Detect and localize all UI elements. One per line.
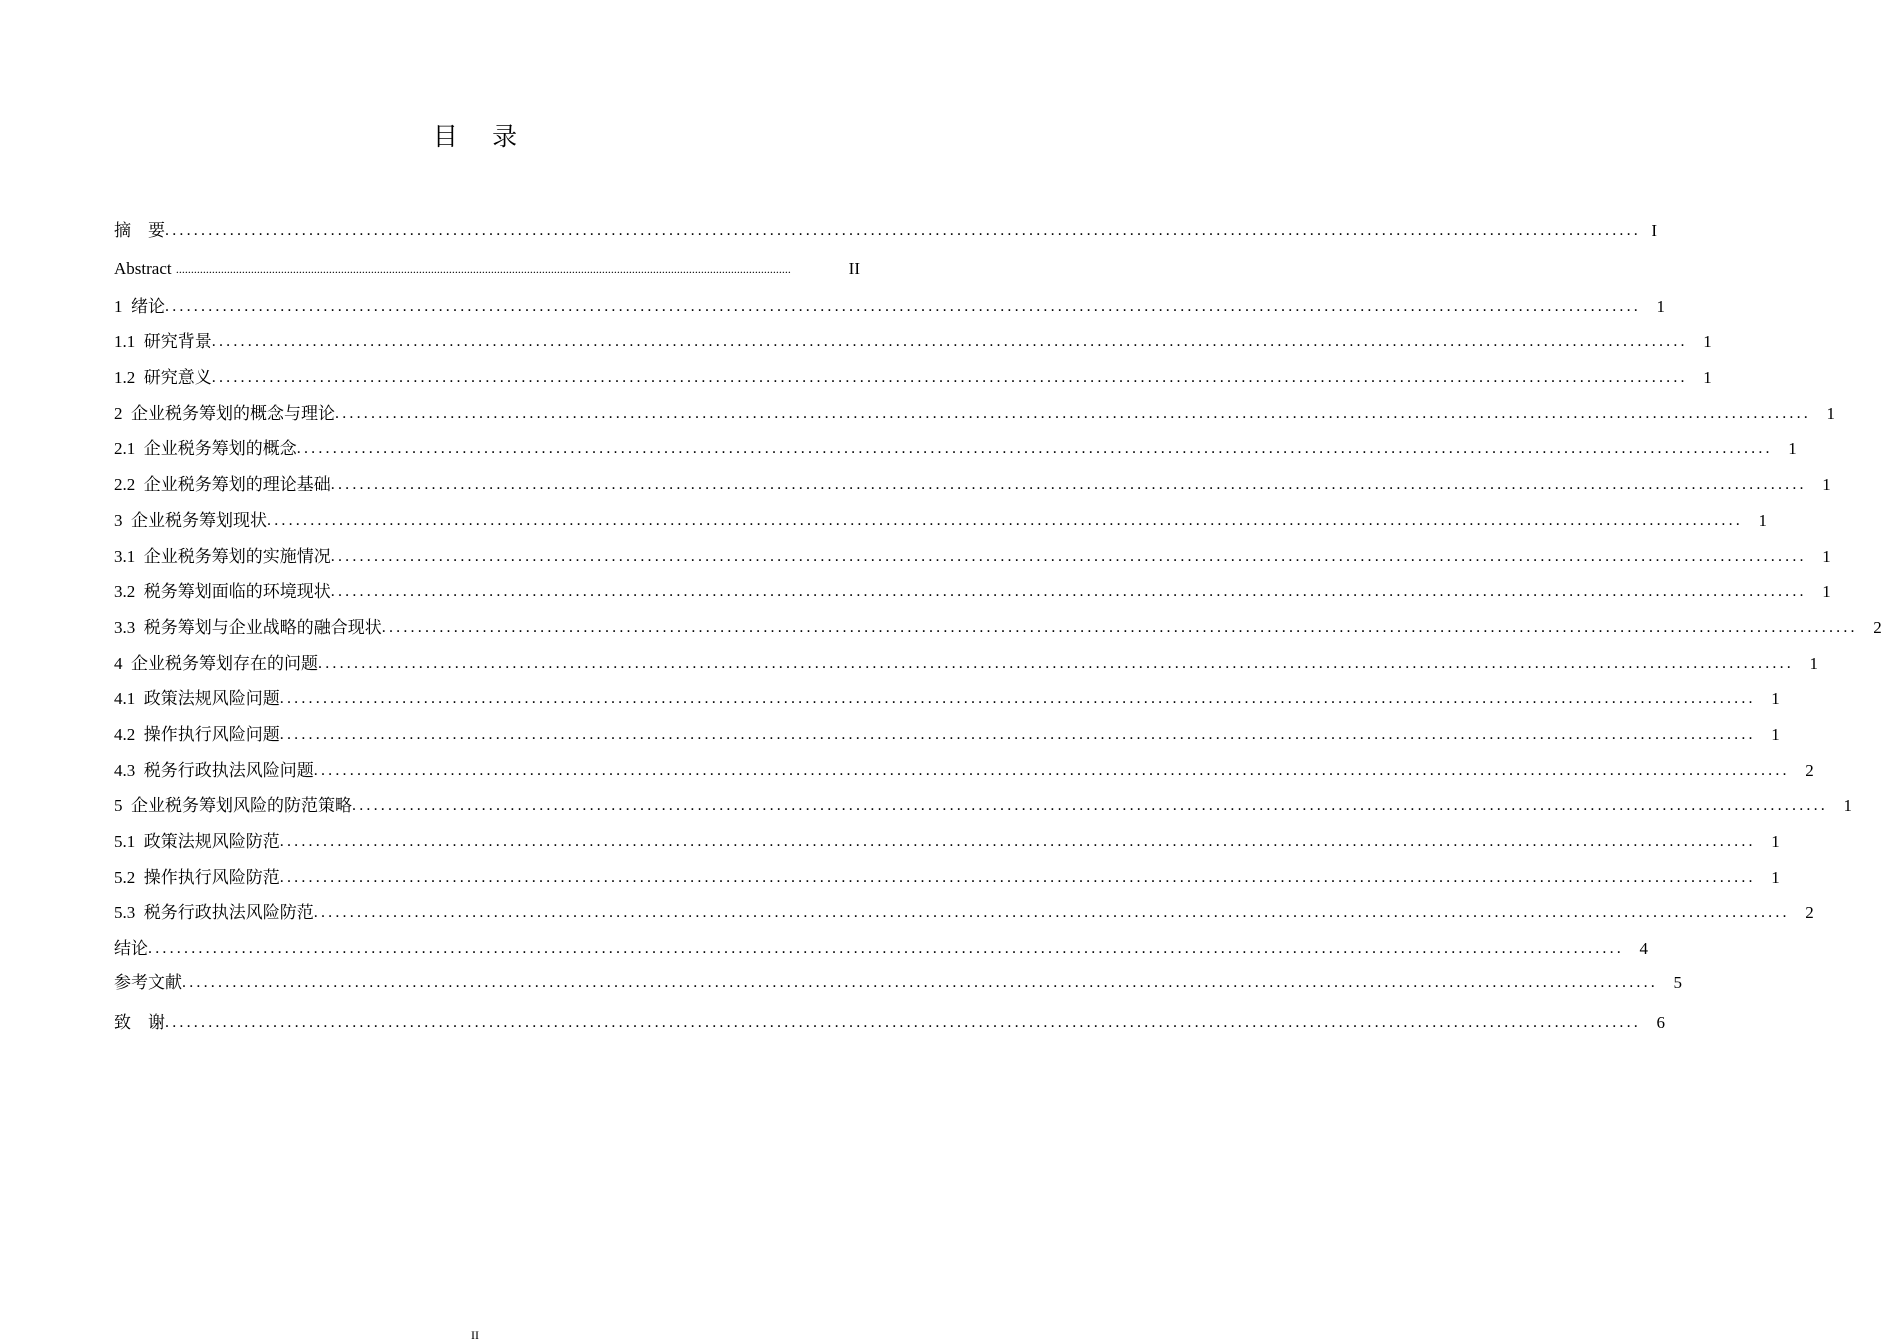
toc-entry[interactable] [114,853,1780,889]
toc-entry[interactable] [114,496,1767,532]
toc-entry-page: 5 [1673,973,1682,992]
toc-entry-page: 1 [1788,439,1797,458]
toc-entry-label: 1 绪论 [114,297,165,316]
toc-entry-page: 1 [1771,725,1780,744]
toc-entry-page: 4 [1639,939,1648,958]
dot-leader: ............................................................................................................................................................................................................. [279,690,1756,707]
toc-entry-label: 3.1 企业税务筹划的实施情况 [114,547,331,566]
dot-leader: ............................................................................................................................................................................................................. [279,869,1756,886]
dot-leader: ............................................................................................................................................................................................................. [211,369,1688,386]
toc-entry[interactable] [114,389,1835,425]
dot-leader: ............................................................................................................................................................................................................. [267,512,1743,529]
toc-entry[interactable] [114,603,1882,639]
toc-entry-page: 1 [1822,547,1831,566]
toc-entry-label: 1.1 研究背景 [114,332,212,351]
toc-entry-page: 1 [1758,511,1767,530]
dot-leader: ............................................................................................................................................................................................................. [335,405,1811,422]
page-number: II [471,1328,479,1342]
toc-entry[interactable] [114,674,1780,710]
dot-leader: ............................................................................................................................................................................................................. [318,655,1794,672]
toc-entry-page: 2 [1805,761,1814,780]
toc-entry[interactable] [114,206,1657,242]
toc-entry-page: 1 [1656,297,1665,316]
toc-entry-page: 2 [1805,903,1814,922]
toc-entry-page: 1 [1843,796,1852,815]
toc-entry[interactable] [114,282,1665,318]
dot-leader: ............................................................................................................................................................................................................. [165,1014,1641,1031]
toc-entry-page: 1 [1703,332,1712,351]
toc-entry[interactable] [114,924,1648,960]
toc-entry-page: 1 [1771,832,1780,851]
dot-leader: ............................................................................................................................................................................................................. [352,797,1828,814]
toc-entry[interactable] [114,353,1712,389]
dot-leader: ............................................................................................................................................................................................................. [279,833,1756,850]
dot-leader: ............................................................................................................................................................................................................. [313,904,1790,921]
toc-entry-label: 2.2 企业税务筹划的理论基础 [114,475,331,494]
dot-leader: ............................................................................................................................................................................................................. [330,476,1807,493]
toc-entry[interactable] [114,639,1818,675]
toc-entry[interactable] [114,424,1797,460]
toc-entry[interactable] [114,998,1665,1034]
dot-leader: ............................................................................................................................................................................................................. [313,762,1790,779]
toc-entry-label: 结论 [114,939,148,958]
toc-entry-label: 5.2 操作执行风险防范 [114,868,280,887]
toc-entry[interactable] [114,532,1831,568]
dot-leader: ............................................................................................................................................................................................................. [182,974,1658,991]
toc-entry-page: 1 [1826,404,1835,423]
dot-leader: ............................................................................................................................................................................................................. [296,440,1773,457]
dot-leader: ............................................................................................................................................................................................................. [381,619,1858,636]
toc-entry-label: 3.2 税务筹划面临的环境现状 [114,582,331,601]
toc-entry[interactable] [114,244,860,280]
toc-entry-label: Abstract [114,259,176,278]
toc-entry-label: 参考文献 [114,973,182,992]
toc-entry-page: 6 [1656,1013,1665,1032]
toc-entry[interactable] [114,958,1682,994]
toc-entry-label: 3 企业税务筹划现状 [114,511,267,530]
toc-entry-label: 1.2 研究意义 [114,368,212,387]
toc-entry[interactable] [114,710,1780,746]
toc-entry-label: 5 企业税务筹划风险的防范策略 [114,796,352,815]
toc-entry[interactable] [114,746,1814,782]
toc-entry[interactable] [114,317,1712,353]
dot-leader: ............................................................................................................................................................................................................. [279,726,1756,743]
toc-entry-label: 5.1 政策法规风险防范 [114,832,280,851]
dot-leader: ............................................................................................................................................................................................................. [148,940,1624,957]
toc-entry-label: 3.3 税务筹划与企业战略的融合现状 [114,618,382,637]
toc-entry[interactable] [114,460,1831,496]
dot-leader: ............................................................................................................................................................................................................. [330,548,1807,565]
toc-entry-page: 1 [1771,689,1780,708]
toc-entry-page: 2 [1873,618,1882,637]
toc-entry[interactable] [114,888,1814,924]
toc-entry-page: 1 [1822,475,1831,494]
toc-entry-label: 4 企业税务筹划存在的问题 [114,654,318,673]
toc-entry[interactable] [114,817,1780,853]
dot-leader: ............................................................................................................................................................................................................. [175,262,791,276]
toc-title: 目 录 [432,124,532,151]
toc-entry[interactable] [114,567,1831,603]
toc-entry-label: 5.3 税务行政执法风险防范 [114,903,314,922]
toc-entry-label: 4.1 政策法规风险问题 [114,689,280,708]
toc-entry-label: 4.2 操作执行风险问题 [114,725,280,744]
toc-entry[interactable] [114,781,1852,817]
dot-leader: ............................................................................................................................................................................................................. [330,583,1807,600]
toc-entry-label: 摘 要 [114,221,165,240]
toc-entry-label: 致 谢 [114,1013,165,1032]
toc-entry-label: 2 企业税务筹划的概念与理论 [114,404,335,423]
toc-entry-page: 1 [1771,868,1780,887]
toc-entry-page: 1 [1822,582,1831,601]
toc-entry-label: 2.1 企业税务筹划的概念 [114,439,297,458]
toc-entry-page: II [848,259,860,278]
dot-leader: ............................................................................................................................................................................................................. [211,333,1688,350]
toc-entry-page: 1 [1809,654,1818,673]
dot-leader: ............................................................................................................................................................................................................. [165,222,1641,239]
toc-entry-page: 1 [1703,368,1712,387]
toc-entry-label: 4.3 税务行政执法风险问题 [114,761,314,780]
dot-leader: ............................................................................................................................................................................................................. [165,298,1641,315]
toc-entry-page: I [1651,221,1657,240]
